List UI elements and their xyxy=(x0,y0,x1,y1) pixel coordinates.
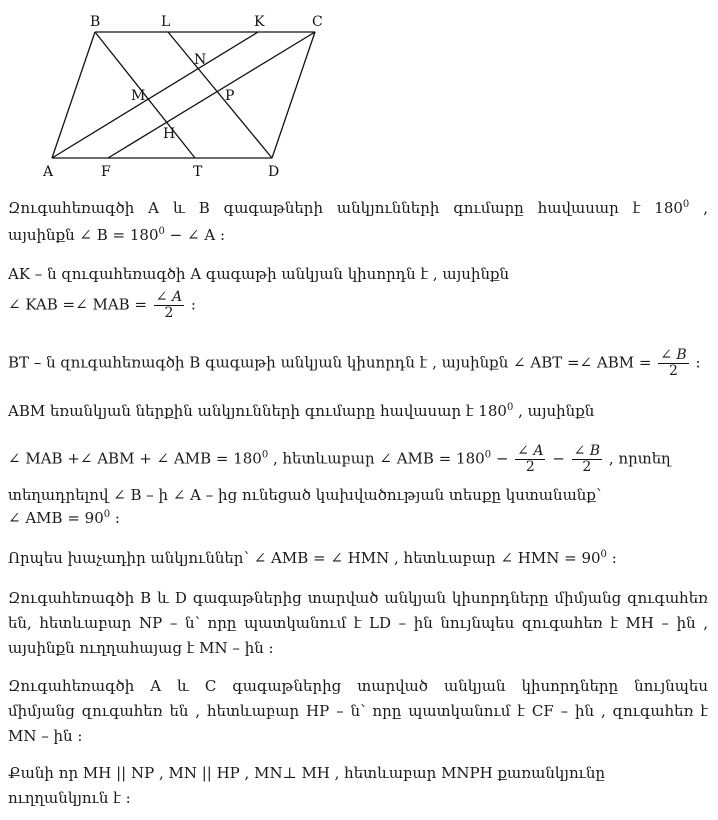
label-t: T xyxy=(193,164,203,180)
label-d: D xyxy=(268,164,280,180)
parallelogram-figure xyxy=(0,0,718,185)
para5-line2: տեղադրելով ∠ B – ի ∠ A – ից ունեցած կախվածության տեսքը կստանանք՝ xyxy=(8,486,602,504)
label-l: L xyxy=(161,14,171,30)
label-a: A xyxy=(43,164,54,180)
para9-line2: ուղղանկյուն է : xyxy=(8,789,131,807)
para8-line1: Զուգահեռագծի A և C գագաթներից տարված անկյան կիսորդները նույնպես xyxy=(8,677,708,695)
para1-line1: Զուգահեռագծի A և B գագաթների անկյունների գումարը հավասար է $180^0$ , xyxy=(8,199,708,217)
side-cd xyxy=(272,32,315,158)
para8-line3: MN – ին : xyxy=(8,727,83,745)
label-n: N xyxy=(194,52,207,68)
para8-line2: միմյանց զուգահեռ են , հետևաբար HP – ն՝ որը պատկանում է CF – ին , զուգահեռ է xyxy=(8,702,708,720)
para6-line1: Որպես խաչադիր անկյուններ՝ ∠ AMB = ∠ HMN , հետևաբար ∠ HMN = $90^0$ : xyxy=(8,549,617,567)
fraction-b-half: $\frac{\angle B}{2}$ xyxy=(660,347,687,379)
para2-line2: ∠ KAB =∠ MAB = $\frac{\angle A}{2}$ : xyxy=(8,289,196,321)
para1-line2: այսինքն ∠ $B = 180^0$ − ∠ A : xyxy=(8,226,226,244)
para7-line3: այսինքն ուղղահայաց է MN – ին : xyxy=(8,639,274,657)
para2-line1: AK – ն զուգահեռագծի A գագաթի անկյան կիսորդն է , այսինքն xyxy=(8,265,510,283)
para9-line1: Քանի որ MH || NP , MN || HP , MN⊥ MH , հետևաբար MNPH քառանկյունը xyxy=(8,764,605,782)
bisector-dl xyxy=(168,32,272,158)
label-k: K xyxy=(254,14,265,30)
para5-line1: ∠ MAB +∠ ABM + ∠ AMB = $180^0$ , հետևաբար ∠ AMB = $180^0$ − $\frac{\angle A}{2}$ − $\frac{\angle B}{2}$ , որտեղ xyxy=(8,443,671,475)
fraction-b-half-2: $\frac{\angle B}{2}$ xyxy=(573,443,601,475)
label-m: M xyxy=(131,88,146,104)
side-ab xyxy=(52,32,95,158)
para4-line1: ABM եռանկյան ներքին անկյունների գումարը հավասար է $180^0$ , այսինքն xyxy=(8,402,595,420)
label-h: H xyxy=(163,126,176,142)
fraction-a-half: $\frac{\angle A}{2}$ xyxy=(155,289,183,321)
label-c: C xyxy=(312,14,323,30)
para7-line2: են, հետևաբար NP – ն՝ որը պատկանում է LD – ին նույնպես զուգահեռ է MH – ին , xyxy=(8,614,708,632)
label-p: P xyxy=(225,88,235,104)
para5-line3: ∠ AMB = $90^0$ : xyxy=(8,509,120,527)
para3-line1: BT – ն զուգահեռագծի B գագաթի անկյան կիսորդն է , այսինքն ∠ ABT =∠ ABM = $\frac{\angle B}{2}$ : xyxy=(8,347,701,379)
label-f: F xyxy=(101,164,111,180)
para7-line1: Զուգահեռագծի B և D գագաթներից տարված անկյան կիսորդները միմյանց զուգահեռ xyxy=(8,589,708,607)
label-b: B xyxy=(90,14,101,30)
fraction-a-half-2: $\frac{\angle A}{2}$ xyxy=(517,443,544,475)
